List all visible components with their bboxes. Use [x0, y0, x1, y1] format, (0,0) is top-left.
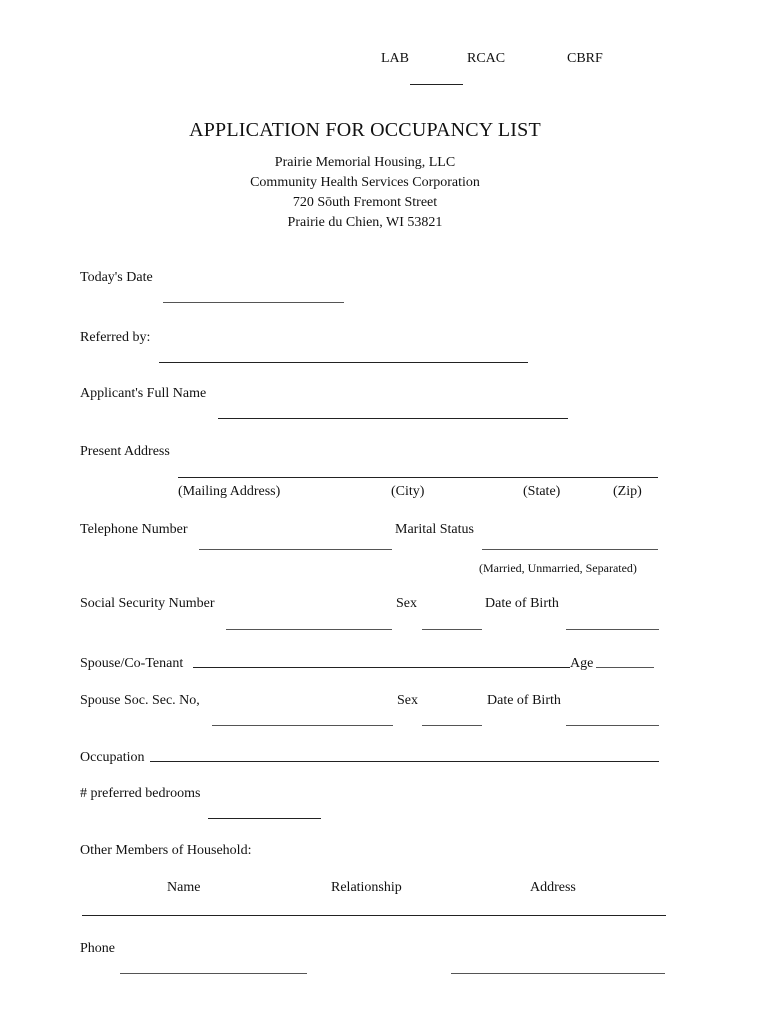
state-caption: (State) [523, 484, 561, 499]
header-code-lab: LAB [381, 51, 409, 66]
phone-field-2[interactable] [451, 973, 665, 974]
ssn-label: Social Security Number [80, 596, 215, 611]
marital-status-field[interactable] [482, 549, 658, 550]
applicant-name-field[interactable] [218, 418, 568, 419]
phone-field-1[interactable] [120, 973, 307, 974]
todays-date-label: Today's Date [80, 270, 153, 285]
header-code-cbrf: CBRF [567, 51, 603, 66]
sex-field[interactable] [422, 629, 482, 630]
org-street: 720 Sōuth Fremont Street [292, 195, 438, 210]
phone-label: Phone [80, 941, 115, 956]
dob-label: Date of Birth [485, 596, 559, 611]
occupation-label: Occupation [80, 750, 145, 765]
bedrooms-label: # preferred bedrooms [80, 786, 201, 801]
spouse-sex-label: Sex [397, 693, 418, 708]
referred-by-label: Referred by: [80, 330, 151, 345]
org-corp: Community Health Services Corporation [250, 175, 480, 190]
org-city: Prairie du Chien, WI 53821 [287, 215, 443, 230]
sex-label: Sex [396, 596, 417, 611]
zip-caption: (Zip) [613, 484, 642, 499]
page-title: APPLICATION FOR OCCUPANCY LIST [189, 119, 541, 141]
household-col-relationship: Relationship [331, 880, 402, 895]
header-code-line[interactable] [410, 84, 463, 85]
dob-field[interactable] [566, 629, 659, 630]
age-field[interactable] [596, 667, 654, 668]
todays-date-field[interactable] [163, 302, 344, 303]
spouse-dob-label: Date of Birth [487, 693, 561, 708]
spouse-label: Spouse/Co-Tenant [80, 656, 184, 671]
household-col-name: Name [167, 880, 201, 895]
city-caption: (City) [391, 484, 425, 499]
spouse-dob-field[interactable] [566, 725, 659, 726]
spouse-ssn-label: Spouse Soc. Sec. No, [80, 693, 200, 708]
marital-hint: (Married, Unmarried, Separated) [479, 561, 637, 575]
present-address-label: Present Address [80, 444, 170, 459]
occupation-field[interactable] [150, 761, 659, 762]
household-row-line[interactable] [82, 915, 666, 916]
telephone-label: Telephone Number [80, 522, 188, 537]
present-address-field[interactable] [178, 477, 658, 478]
org-name: Prairie Memorial Housing, LLC [274, 155, 456, 170]
referred-by-field[interactable] [159, 362, 528, 363]
ssn-field[interactable] [226, 629, 392, 630]
age-label: Age [570, 656, 594, 671]
spouse-field[interactable] [193, 667, 570, 668]
applicant-name-label: Applicant's Full Name [80, 386, 207, 401]
spouse-sex-field[interactable] [422, 725, 482, 726]
household-label: Other Members of Household: [80, 843, 252, 858]
mailing-address-caption: (Mailing Address) [178, 484, 281, 499]
header-code-rcac: RCAC [467, 51, 506, 66]
bedrooms-field[interactable] [208, 818, 321, 819]
telephone-field[interactable] [199, 549, 392, 550]
household-col-address: Address [530, 880, 576, 895]
marital-status-label: Marital Status [395, 522, 474, 537]
spouse-ssn-field[interactable] [212, 725, 393, 726]
